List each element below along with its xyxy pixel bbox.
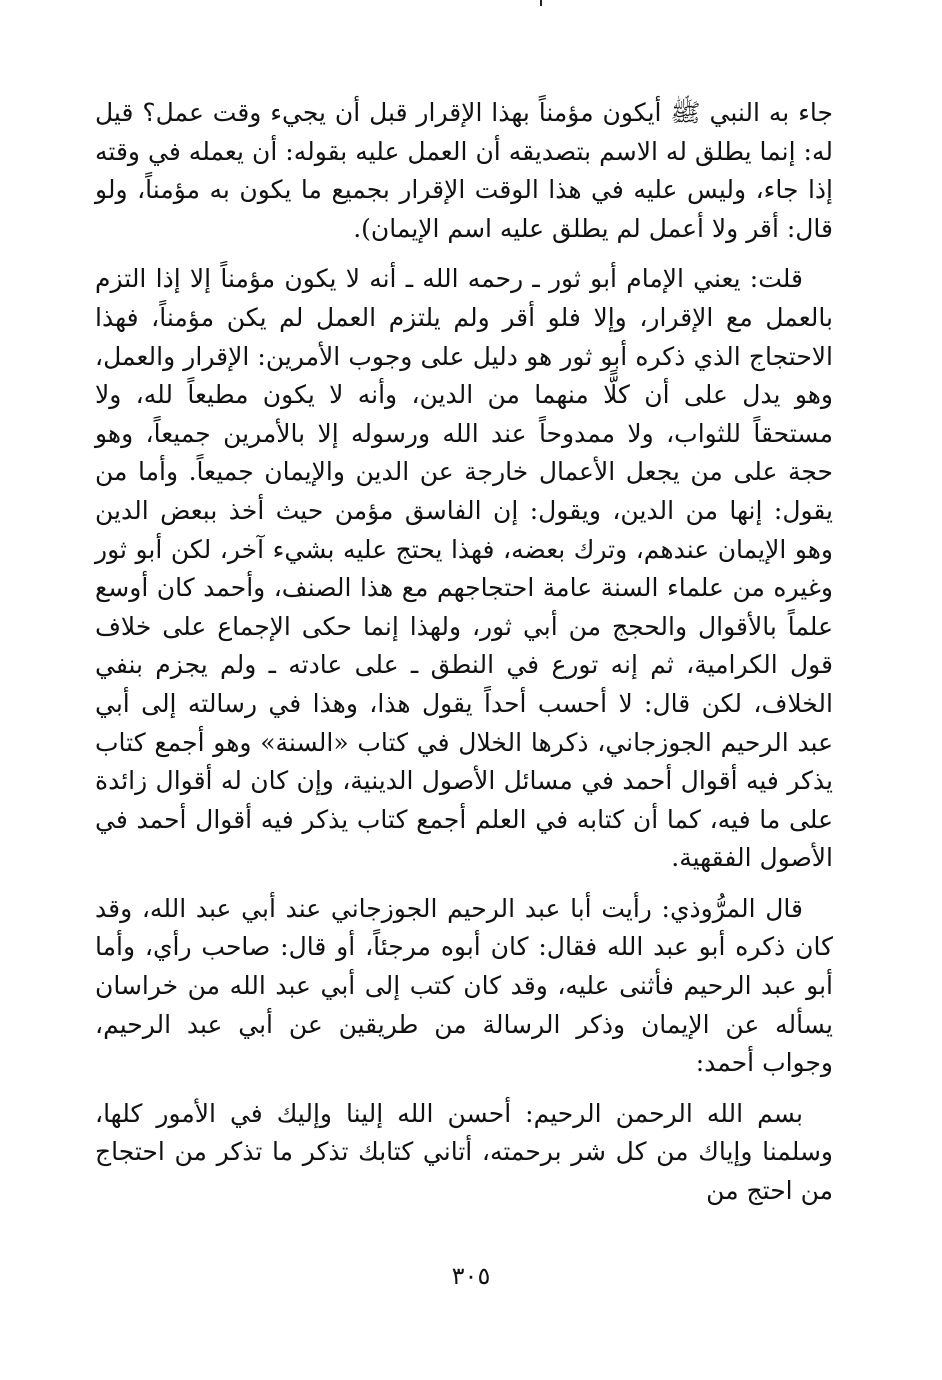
paragraph-4: بسم الله الرحمن الرحيم: أحسن الله إلينا وإليك في الأمور كلها، وسلمنا وإياك من كل شر برحمته، أتاني كتابك تذكر ما تذكر من احتجاج من احتج من bbox=[95, 1098, 833, 1206]
paragraph-1: جاء به النبي ﷺ أيكون مؤمناً بهذا الإقرار قبل أن يجيء وقت عمل؟ قيل له: إنما يطلق له الاسم بتصديقه أن العمل عليه بقوله: أن يعمله في وقته إذا جاء، وليس عليه في هذا الوقت الإقرار بجميع ما يكون به مؤمناً، ولو قال: أقر ولا أعمل لم يطلق عليه اسم الإيمان). bbox=[95, 98, 833, 243]
page-number: ٣٠٥ bbox=[451, 1262, 491, 1290]
top-margin-mark bbox=[540, 0, 542, 6]
paragraph-3: قال المرُّوذي: رأيت أبا عبد الرحيم الجوزجاني عند أبي عبد الله، وقد كان ذكره أبو عبد الله فقال: كان أبوه مرجئاً، أو قال: صاحب رأي، وأما أبو عبد الرحيم فأثنى عليه، وقد كان كتب إلى أبي عبد الله من خراسان يسأله عن الإيمان وذكر الرسالة من طريقين عن أبي عبد الرحيم، وجواب أحمد: bbox=[95, 893, 833, 1078]
paragraph-2: قلت: يعني الإمام أبو ثور ـ رحمه الله ـ أنه لا يكون مؤمناً إلا إذا التزم بالعمل مع الإقرار، وإلا فلو أقر ولم يلتزم العمل لم يكن مؤمناً، فهذا الاحتجاج الذي ذكره أبو ثور هو دليل على وجوب الأمرين: الإقرار والعمل، وهو يدل على أن كلًّا منهما من الدين، وأنه لا يكون مطيعاً لله، ولا مستحقاً للثواب، ولا ممدوحاً عند الله ورسوله إلا بالأمرين جميعاً، وهو حجة على من يجعل الأعمال خارجة عن الدين والإيمان جميعاً. وأما من يقول: إنها من الدين، ويقول: إن الفاسق مؤمن حيث أخذ ببعض الدين وهو الإيمان عندهم، وترك بعضه، فهذا يحتج عليه بشيء آخر، لكن أبو ثور وغيره من علماء السنة عامة احتجاجهم مع هذا الصنف، وأحمد كان أوسع علماً بالأقوال والحجج من أبي ثور، ولهذا إنما حكى الإجماع على خلاف قول الكرامية، ثم إنه تورع في النطق ـ على عادته ـ ولم يجزم بنفي الخلاف، لكن قال: لا أحسب أحداً يقول هذا، وهذا في رسالته إلى أبي عبد الرحيم الجوزجاني، ذكرها الخلال في كتاب «السنة» وهو أجمع كتاب يذكر فيه أقوال أحمد في مسائل الأصول الدينية، وإن كان له أقوال زائدة على ما فيه، كما أن كتابه في العلم أجمع كتاب يذكر فيه أقوال أحمد في الأصول الفقهية. bbox=[95, 264, 833, 873]
body-text bbox=[95, 94, 833, 1223]
